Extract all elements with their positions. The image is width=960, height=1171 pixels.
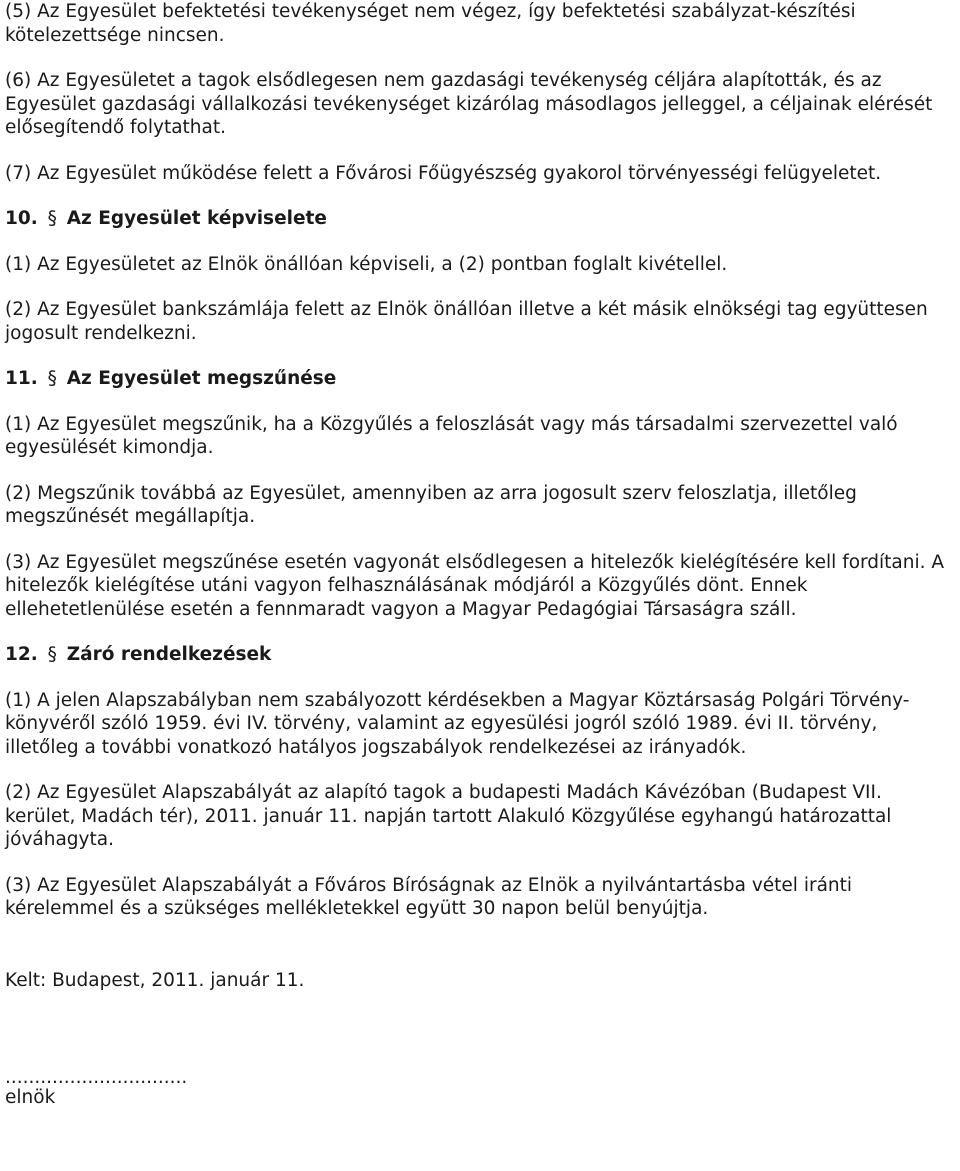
- text-line: (2) Az Egyesület bankszámlája felett az Elnök önállóan illetve a két másik elnökségi tag együttesen: [5, 299, 928, 320]
- section-10-paragraph-1: [5, 253, 955, 277]
- section-title: Az Egyesület megszűnése: [66, 368, 337, 389]
- section-11-paragraph-1: [5, 413, 955, 460]
- text-line: jóváhagyta.: [5, 829, 114, 850]
- text-line: Egyesület gazdasági vállalkozási tevékenységet kizárólag másodlagos jelleggel, a céljainak elérését: [5, 93, 933, 115]
- section-symbol: §: [47, 368, 57, 389]
- paragraph-7: [5, 162, 955, 186]
- section-title: Az Egyesület képviselete: [66, 208, 327, 229]
- signature-role: elnök: [5, 1087, 56, 1108]
- text-line: ellehetetlenülése esetén a fennmaradt vagyon a Magyar Pedagógiai Társaságra száll.: [5, 598, 797, 620]
- text-line: megszűnését megállapítja.: [5, 506, 256, 527]
- section-title: Záró rendelkezések: [66, 644, 272, 665]
- text-line: jogosult rendelkezni.: [5, 322, 197, 344]
- text-line: (7) Az Egyesület működése felett a Fővárosi Főügyészség gyakorol törvényességi felügyeletet.: [5, 162, 882, 184]
- section-12-paragraph-1: [5, 689, 955, 760]
- paragraph-5: [5, 0, 955, 47]
- section-11-paragraph-2: [5, 482, 955, 529]
- text-line: kerület, Madách tér), 2011. január 11. napján tartott Alakuló Közgyűlése egyhangú határozattal: [5, 805, 892, 827]
- section-number: 12.: [5, 644, 38, 665]
- signature-dots: ...............................: [5, 1067, 188, 1088]
- text-line: (2) Megszűnik továbbá az Egyesület, amennyiben az arra jogosult szerv feloszlatja, illetőleg: [5, 482, 857, 504]
- section-number: 10.: [5, 208, 38, 229]
- text-line: (2) Az Egyesület Alapszabályát az alapító tagok a budapesti Madách Kávézóban (Budapest VII.: [5, 782, 882, 803]
- section-heading-10: [5, 207, 955, 231]
- text-line: kérelemmel és a szükséges mellékletekkel együtt 30 napon belül benyújtja.: [5, 898, 709, 919]
- section-12-paragraph-2: [5, 781, 955, 852]
- text-line: egyesülését kimondja.: [5, 437, 214, 458]
- section-symbol: §: [47, 644, 57, 665]
- text-line: (1) A jelen Alapszabályban nem szabályozott kérdésekben a Magyar Köztársaság Polgári Törvény-: [5, 689, 910, 711]
- section-10-paragraph-2: [5, 298, 955, 345]
- text-line: (5) Az Egyesület befektetési tevékenységet nem végez, így befektetési szabályzat-készítési: [5, 1, 856, 22]
- text-line: kötelezettsége nincsen.: [5, 24, 225, 46]
- section-heading-11: [5, 367, 955, 391]
- section-number: 11.: [5, 368, 38, 389]
- document-page: [5, 0, 955, 1108]
- text-line: Kelt: Budapest, 2011. január 11.: [5, 969, 305, 991]
- section-11-paragraph-3: [5, 551, 955, 622]
- section-12-paragraph-3: [5, 874, 955, 921]
- text-line: (6) Az Egyesületet a tagok elsődlegesen nem gazdasági tevékenység céljára alapították, és az: [5, 70, 882, 91]
- text-line: könyvéről szóló 1959. évi IV. törvény, valamint az egyesülési jogról szóló 1989. évi II. törvény,: [5, 713, 878, 734]
- section-symbol: §: [47, 208, 57, 229]
- paragraph-6: [5, 69, 955, 140]
- text-line: (3) Az Egyesület megszűnése esetén vagyonát elsődlegesen a hitelezők kielégítésére kell fordítani. A: [5, 551, 945, 573]
- text-line: hitelezők kielégítése utáni vagyon felhasználásának módjáról a Közgyűlés dönt. Ennek: [5, 575, 808, 596]
- text-line: elősegítendő folytathat.: [5, 117, 227, 138]
- text-line: illetőleg a további vonatkozó hatályos jogszabályok rendelkezései az irányadók.: [5, 736, 747, 758]
- text-line: (1) Az Egyesületet az Elnök önállóan képviseli, a (2) pontban foglalt kivétellel.: [5, 253, 728, 275]
- text-line: (3) Az Egyesület Alapszabályát a Főváros Bíróságnak az Elnök a nyilvántartásba vétel iránti: [5, 874, 853, 896]
- text-line: (1) Az Egyesület megszűnik, ha a Közgyűlés a feloszlását vagy más társadalmi szervezettel való: [5, 413, 898, 435]
- section-heading-12: [5, 643, 955, 667]
- date-line: [5, 969, 955, 993]
